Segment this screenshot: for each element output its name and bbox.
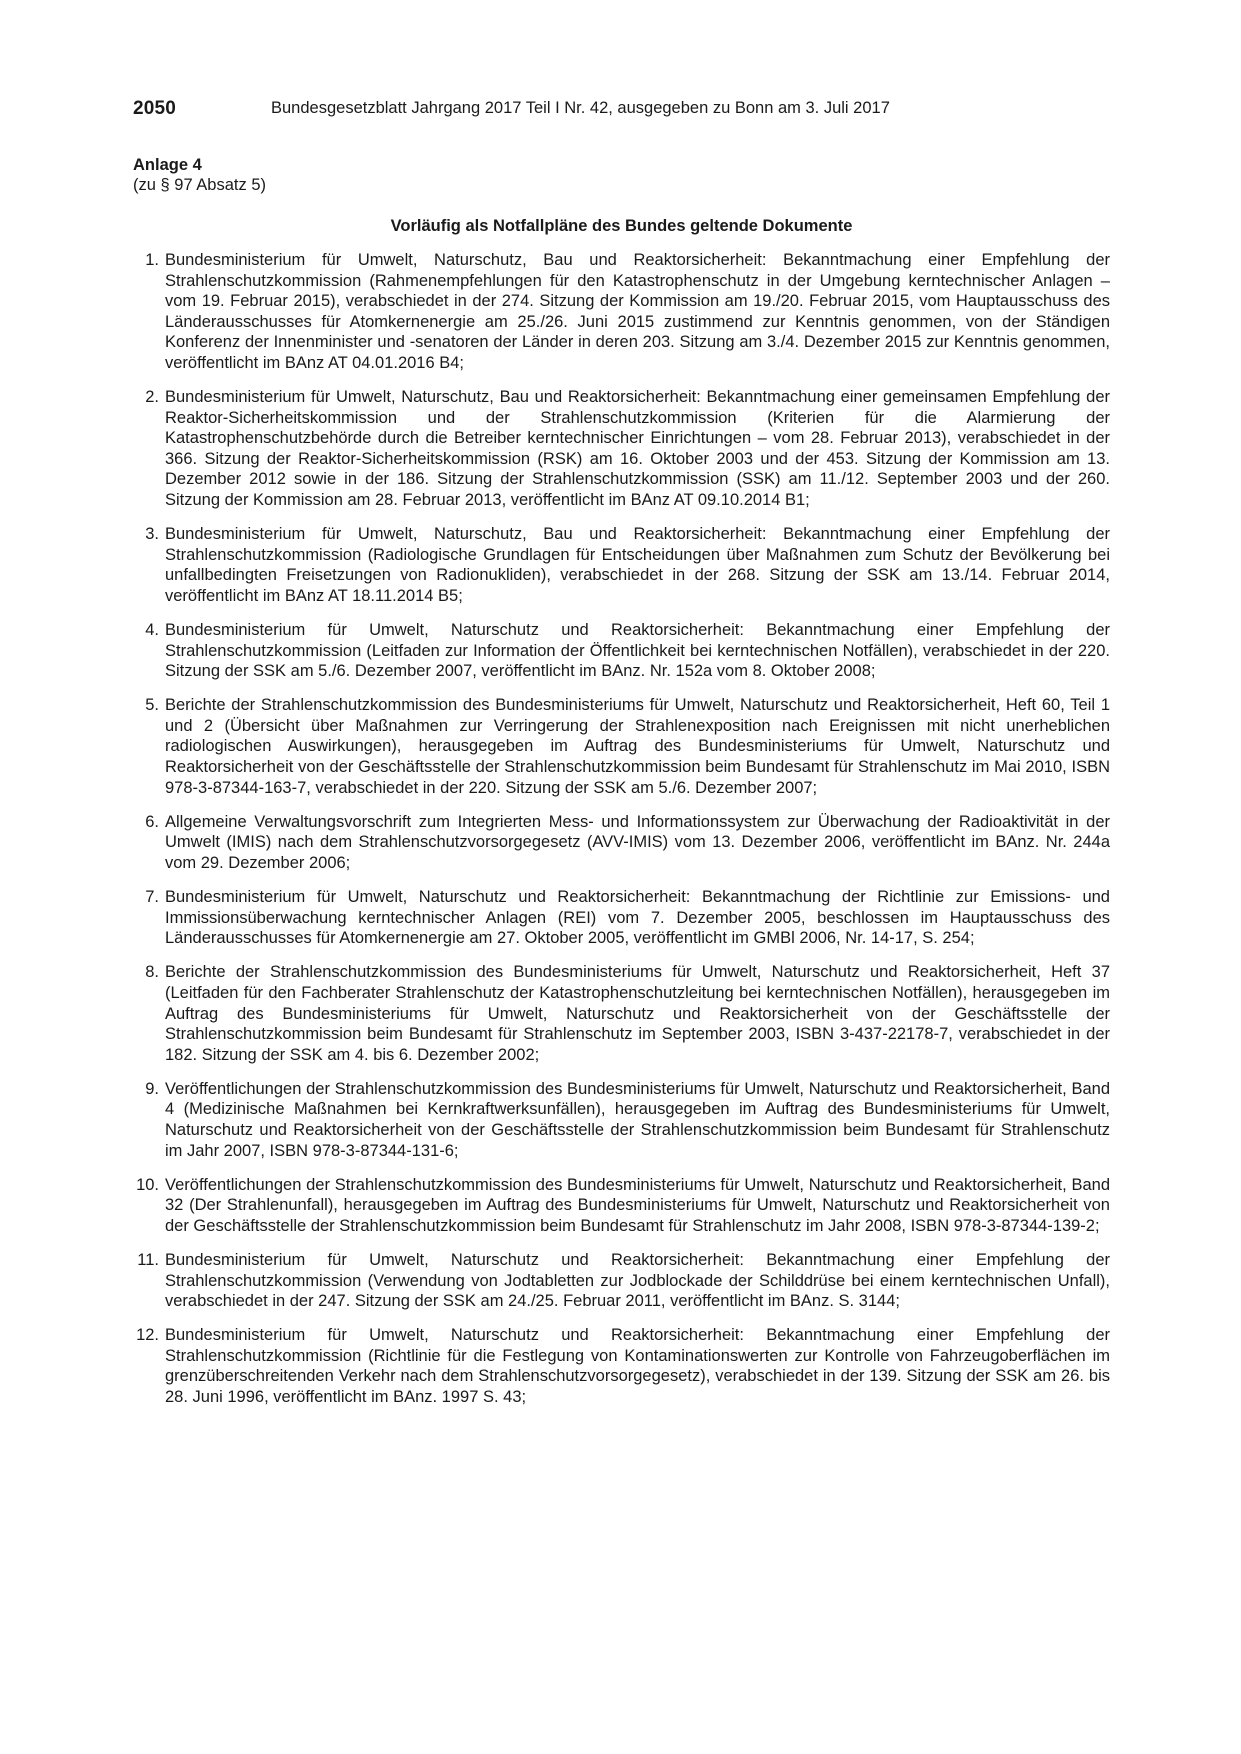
list-item-12 <box>133 1325 1110 1407</box>
list-item-text: Veröffentlichungen der Strahlenschutzkommission des Bundesministeriums für Umwelt, Naturschutz und Reaktorsicherheit, Band 32 (Der Strahlenunfall), herausgegeben im Auftrag des Bundesministeriums für Umwelt, Naturschutz und Reaktorsicherheit von der Geschäftsstelle der Strahlenschutzkommission beim Bundesamt für Strahlenschutz im Jahr 2008, ISBN 978-3-87344-139-2; <box>165 1175 1110 1235</box>
list-item-number: 11. <box>137 1250 159 1269</box>
list-item-number: 2. <box>145 388 159 407</box>
list-item-4 <box>133 620 1110 682</box>
list-item-text: Berichte der Strahlenschutzkommission des Bundesministeriums für Umwelt, Naturschutz und Reaktorsicherheit, Heft 60, Teil 1 und 2 (Übersicht über Maßnahmen zur Verringerung der Strahlenexposition nach Ereignissen mit nicht unerheblichen radiologischen Auswirkungen), herausgegeben im Auftrag des Bundesministeriums für Umwelt, Naturschutz und Reaktorsicherheit von der Geschäftsstelle der Strahlenschutzkommission beim Bundesamt für Strahlenschutz im Mai 2010, ISBN 978-3-87344-163-7, verabschiedet in der 220. Sitzung der SSK am 5./6. Dezember 2007; <box>165 696 1110 797</box>
list-item-text: Veröffentlichungen der Strahlenschutzkommission des Bundesministeriums für Umwelt, Naturschutz und Reaktorsicherheit, Band 4 (Medizinische Maßnahmen bei Kernkraftwerksunfällen), herausgegeben im Auftrag des Bundesministeriums für Umwelt, Naturschutz und Reaktorsicherheit von der Geschäftsstelle der Strahlenschutzkommission beim Bundesamt für Strahlenschutz im Jahr 2007, ISBN 978-3-87344-131-6; <box>165 1079 1110 1160</box>
list-item-text: Bundesministerium für Umwelt, Naturschutz, Bau und Reaktorsicherheit: Bekanntmachung einer Empfehlung der Strahlenschutzkommission (Radiologische Grundlagen für Entscheidungen über Maßnahmen zum Schutz der Bevölkerung bei unfallbedingten Freisetzungen von Radionukliden), verabschiedet in der 268. Sitzung der SSK am 13./14. Februar 2014, veröffentlicht im BAnz AT 18.11.2014 B5; <box>165 525 1110 605</box>
list-item-9 <box>133 1079 1110 1161</box>
list-item-text: Bundesministerium für Umwelt, Naturschutz und Reaktorsicherheit: Bekanntmachung der Richtlinie zur Emissions- und Immissionsüberwachung kerntechnischer Anlagen (REI) vom 7. Dezember 2005, beschlossen im Hauptausschuss des Länderausschusses für Atomkernenergie am 27. Oktober 2005, veröffentlicht im GMBl 2006, Nr. 14-17, S. 254; <box>165 888 1110 948</box>
list-item-text: Bundesministerium für Umwelt, Naturschutz und Reaktorsicherheit: Bekanntmachung einer Empfehlung der Strahlenschutzkommission (Verwendung von Jodtabletten zur Jodblockade der Schilddrüse bei einem kerntechnischen Unfall), verabschiedet in der 247. Sitzung der SSK am 24./25. Februar 2011, veröffentlicht im BAnz. S. 3144; <box>165 1250 1110 1311</box>
list-item-number: 6. <box>145 812 159 831</box>
list-item-6 <box>133 812 1110 874</box>
list-item-number: 9. <box>145 1079 159 1098</box>
list-item-text: Bundesministerium für Umwelt, Naturschutz, Bau und Reaktorsicherheit: Bekanntmachung einer Empfehlung der Strahlenschutzkommission (Rahmenempfehlungen für den Katastrophenschutz in der Umgebung kerntechnischer Anlagen – vom 19. Februar 2015), verabschiedet in der 274. Sitzung der Kommission am 19./20. Februar 2015, vom Hauptausschuss des Länderausschusses für Atomkernenergie am 25./26. Juni 2015 zustimmend zur Kenntnis genommen, von der Ständigen Konferenz der Innenminister und -senatoren der Länder in deren 203. Sitzung am 3./4. Dezember 2015 zur Kenntnis genommen, veröffentlicht im BAnz AT 04.01.2016 B4; <box>165 251 1110 372</box>
list-item-5 <box>133 695 1110 798</box>
list-item-number: 5. <box>145 696 159 715</box>
list-item-3 <box>133 524 1110 606</box>
list-item-text: Bundesministerium für Umwelt, Naturschutz und Reaktorsicherheit: Bekanntmachung einer Empfehlung der Strahlenschutzkommission (Leitfaden zur Information der Öffentlichkeit bei kerntechnischen Notfällen), verabschiedet in der 220. Sitzung der SSK am 5./6. Dezember 2007, veröffentlicht im BAnz. Nr. 152a vom 8. Oktober 2008; <box>165 621 1110 681</box>
document-list <box>133 250 1110 1408</box>
list-item-1 <box>133 250 1110 374</box>
annex-heading <box>133 155 1110 195</box>
list-item-2 <box>133 387 1110 511</box>
list-item-number: 12. <box>136 1326 159 1345</box>
page-header <box>133 96 1110 126</box>
document-title: Vorläufig als Notfallpläne des Bundes geltende Dokumente <box>390 217 853 235</box>
list-item-number: 4. <box>145 621 159 639</box>
list-item-text: Berichte der Strahlenschutzkommission des Bundesministeriums für Umwelt, Naturschutz und Reaktorsicherheit, Heft 37 (Leitfaden für den Fachberater Strahlenschutz der Katastrophenschutzleitung bei kerntechnischen Notfällen), herausgegeben im Auftrag des Bundesministeriums für Umwelt, Naturschutz und Reaktorsicherheit von der Geschäftsstelle der Strahlenschutzkommission beim Bundesamt für Strahlenschutz im September 2003, ISBN 3-437-22178-7, verabschiedet in der 182. Sitzung der SSK am 4. bis 6. Dezember 2002; <box>165 963 1110 1064</box>
annex-title: Anlage 4 <box>133 156 202 174</box>
list-item-text: Allgemeine Verwaltungsvorschrift zum Integrierten Mess- und Informationssystem zur Überwachung der Radioaktivität in der Umwelt (IMIS) nach dem Strahlenschutzvorsorgegesetz (AVV-IMIS) vom 13. Dezember 2006, veröffentlicht im BAnz. Nr. 244a vom 29. Dezember 2006; <box>165 812 1110 872</box>
list-item-text: Bundesministerium für Umwelt, Naturschutz, Bau und Reaktorsicherheit: Bekanntmachung einer gemeinsamen Empfehlung der Reaktor-Sicherheitskommission und der Strahlenschutzkommission (Kriterien für die Alarmierung der Katastrophenschutzbehörde durch die Betreiber kerntechnischer Einrichtungen – vom 28. Februar 2013), verabschiedet in der 366. Sitzung der Reaktor-Sicherheitskommission (RSK) am 16. Oktober 2003 und der 453. Sitzung der Kommission am 13. Dezember 2012 sowie in der 186. Sitzung der Strahlenschutzkommission (SSK) am 11./12. September 2003 und der 260. Sitzung der Kommission am 28. Februar 2013, veröffentlicht im BAnz AT 09.10.2014 B1; <box>165 388 1110 510</box>
list-item-number: 3. <box>145 525 159 544</box>
list-item-10 <box>133 1175 1110 1237</box>
list-item-number: 1. <box>145 251 159 269</box>
annex-reference: (zu § 97 Absatz 5) <box>133 176 266 194</box>
running-head: Bundesgesetzblatt Jahrgang 2017 Teil I Nr. 42, ausgegeben zu Bonn am 3. Juli 2017 <box>271 99 890 117</box>
list-item-number: 8. <box>145 963 159 982</box>
page-number: 2050 <box>133 98 177 119</box>
list-item-text: Bundesministerium für Umwelt, Naturschutz und Reaktorsicherheit: Bekanntmachung einer Empfehlung der Strahlenschutzkommission (Richtlinie für die Festlegung von Kontaminationswerten zur Kontrolle von Fahrzeugoberflächen im grenzüberschreitenden Verkehr nach dem Strahlenschutzvorsorgegesetz), verabschiedet in der 139. Sitzung der SSK am 26. bis 28. Juni 1996, veröffentlicht im BAnz. 1997 S. 43; <box>165 1326 1110 1406</box>
list-item-11 <box>133 1250 1110 1312</box>
document-page <box>133 96 1110 1421</box>
list-item-number: 10. <box>136 1175 159 1194</box>
list-item-7 <box>133 887 1110 949</box>
list-item-number: 7. <box>145 888 159 907</box>
list-item-8 <box>133 962 1110 1065</box>
